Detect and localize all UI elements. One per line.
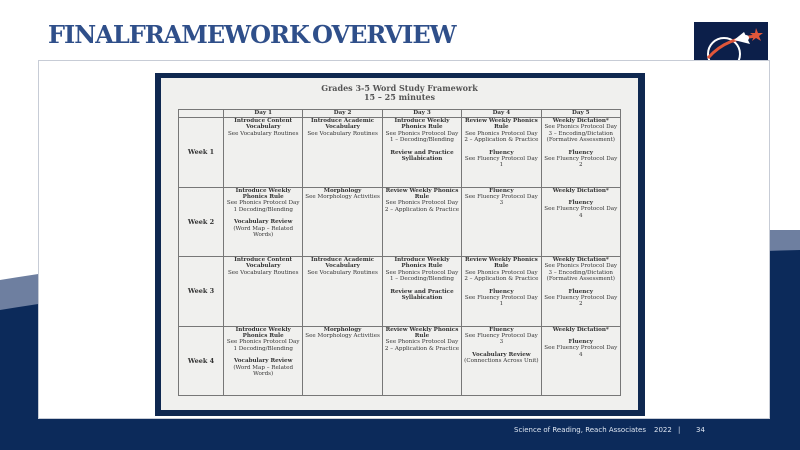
slide-title-right: OVERVIEW xyxy=(312,20,456,49)
cell-text: See Fluency Protocol Day 4 xyxy=(544,345,618,358)
framework-cell xyxy=(462,326,541,396)
cell-text: (Word Map – Related Words) xyxy=(233,364,294,377)
footer-bar xyxy=(0,420,800,450)
framework-cell xyxy=(462,257,541,327)
cell-text: Review Weekly Phonics Rule xyxy=(464,118,538,131)
cell-text: See Vocabulary Routines xyxy=(227,130,299,137)
cell-text: Introduce Academic Vocabulary xyxy=(311,257,375,270)
cell-text: Review and Practice Syllabication xyxy=(390,149,454,163)
cell-text: (Word Map – Related Words) xyxy=(233,225,294,238)
cell-text: Weekly Dictation* xyxy=(552,118,609,124)
cell-text: Fluency xyxy=(489,288,514,295)
cell-text: See Phonics Protocol Day 3 – Encoding/Dictation (Formative Assessment) xyxy=(544,124,618,144)
day-header: Day 2 xyxy=(303,110,382,118)
cell-text: See Phonics Protocol Day 2 – Application & Practice xyxy=(464,269,539,283)
cell-text: Review Weekly Phonics Rule xyxy=(464,257,538,270)
day-header: Day 3 xyxy=(382,110,461,118)
cell-text: Review and Practice Syllabication xyxy=(390,288,454,302)
footer-year: 2022 xyxy=(654,426,672,434)
framework-cell xyxy=(224,118,303,188)
cell-text: Vocabulary Review xyxy=(233,219,293,226)
week-label: Week 3 xyxy=(179,257,224,327)
cell-text: Fluency xyxy=(489,326,514,333)
framework-cell xyxy=(224,257,303,327)
framework-cell xyxy=(382,257,461,327)
table-row xyxy=(179,187,621,257)
framework-cell xyxy=(541,326,620,396)
framework-cell xyxy=(462,187,541,257)
day-header: Day 1 xyxy=(224,110,303,118)
footer-source: Science of Reading, Reach Associates xyxy=(514,426,646,434)
framework-cell xyxy=(541,187,620,257)
framework-cell xyxy=(382,118,461,188)
framework-title-line2: 15 – 25 minutes xyxy=(363,92,436,102)
cell-text: (Connections Across Unit) xyxy=(464,358,539,365)
day-header: Day 4 xyxy=(462,110,541,118)
cell-text: See Phonics Protocol Day 1 – Decoding/Blending xyxy=(385,269,459,283)
framework-cell xyxy=(303,326,382,396)
week-label: Week 2 xyxy=(179,187,224,257)
cell-text: See Fluency Protocol Day 1 xyxy=(464,295,538,308)
cell-text: See Vocabulary Routines xyxy=(307,130,378,137)
cell-text: See Phonics Protocol Day 2 – Application & Practice xyxy=(464,130,539,144)
framework-cell xyxy=(382,326,461,396)
cell-text: Morphology xyxy=(323,187,362,194)
cell-text: Introduce Academic Vocabulary xyxy=(311,118,375,131)
table-row xyxy=(179,257,621,327)
cell-text: See Fluency Protocol Day 2 xyxy=(544,295,618,308)
cell-text: Morphology xyxy=(323,326,362,333)
cell-text: Weekly Dictation* xyxy=(552,187,609,194)
footer-separator: | xyxy=(678,426,681,434)
cell-text: See Fluency Protocol Day 1 xyxy=(464,156,538,169)
word-study-framework-table xyxy=(178,109,621,396)
cell-text: Fluency xyxy=(568,338,593,345)
framework-title-line1: Grades 3-5 Word Study Framework xyxy=(321,83,478,93)
table-row xyxy=(179,326,621,396)
framework-cell xyxy=(303,257,382,327)
framework-cell xyxy=(541,118,620,188)
cell-text: Introduce Weekly Phonics Rule xyxy=(394,118,450,131)
cell-text: See Fluency Protocol Day 2 xyxy=(544,156,618,169)
cell-text: Introduce Weekly Phonics Rule xyxy=(394,257,450,270)
cell-text: See Fluency Protocol Day 3 xyxy=(464,332,538,346)
framework-title xyxy=(161,84,638,102)
framework-cell xyxy=(303,118,382,188)
cell-text: See Morphology Activities xyxy=(305,332,380,339)
cell-text: See Phonics Protocol Day 1 Decoding/Blending xyxy=(226,339,300,352)
cell-text: See Phonics Protocol Day 3 – Encoding/Dictation (Formative Assessment) xyxy=(544,263,618,283)
framework-cell xyxy=(224,326,303,396)
day-header: Day 5 xyxy=(541,110,620,118)
framework-cell xyxy=(462,118,541,188)
cell-text: Review Weekly Phonics Rule xyxy=(385,326,459,339)
cell-text: See Phonics Protocol Day 1 Decoding/Blending xyxy=(226,200,300,213)
cell-text: Fluency xyxy=(489,187,514,194)
cell-text: Review Weekly Phonics Rule xyxy=(385,187,459,200)
week-label: Week 4 xyxy=(179,326,224,396)
cell-text: Weekly Dictation* xyxy=(552,326,609,333)
week-label: Week 1 xyxy=(179,118,224,188)
cell-text: See Fluency Protocol Day 4 xyxy=(544,206,618,219)
cell-text: See Vocabulary Routines xyxy=(307,269,378,276)
cell-text: Fluency xyxy=(568,199,593,206)
framework-cell xyxy=(541,257,620,327)
framework-cell xyxy=(224,187,303,257)
cell-text: Introduce Weekly Phonics Rule xyxy=(235,326,291,339)
cell-text: Fluency xyxy=(568,149,593,156)
cell-text: Fluency xyxy=(568,288,593,295)
cell-text: See Phonics Protocol Day 2 – Application & Practice xyxy=(384,339,460,352)
framework-cell xyxy=(303,187,382,257)
cell-text: Introduce Content Vocabulary xyxy=(234,257,293,270)
cell-text: See Phonics Protocol Day 2 – Application & Practice xyxy=(384,200,460,213)
cell-text: See Phonics Protocol Day 1 – Decoding/Blending xyxy=(385,130,459,144)
table-row xyxy=(179,118,621,188)
table-header-row xyxy=(179,110,621,118)
cell-text: Vocabulary Review xyxy=(472,351,531,358)
cell-text: Weekly Dictation* xyxy=(552,257,609,263)
cell-text: Introduce Content Vocabulary xyxy=(234,118,293,131)
cell-text: See Fluency Protocol Day 3 xyxy=(464,193,538,207)
footer-page-number: 34 xyxy=(696,426,705,434)
cell-text: Vocabulary Review xyxy=(233,358,293,365)
cell-text: See Morphology Activities xyxy=(305,193,380,200)
cell-text: Introduce Weekly Phonics Rule xyxy=(235,187,291,200)
slide-title-left: FINALFRAMEWORK xyxy=(48,20,309,49)
table-corner-cell xyxy=(179,110,224,118)
cell-text: Fluency xyxy=(489,149,514,156)
cell-text: See Vocabulary Routines xyxy=(227,269,299,276)
framework-cell xyxy=(382,187,461,257)
